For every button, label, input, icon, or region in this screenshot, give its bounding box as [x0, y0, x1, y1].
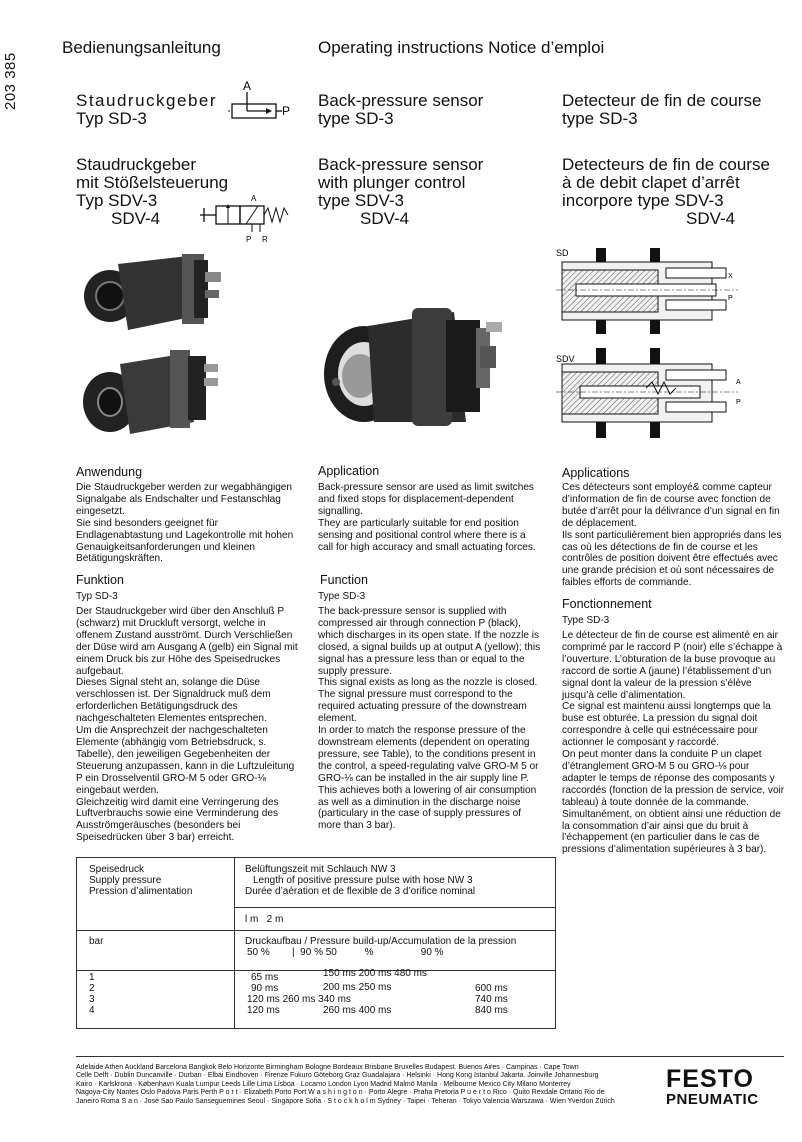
- title-sdv-de-line3: Typ SDV-3: [76, 191, 158, 210]
- table-bar-value: 3: [89, 994, 95, 1005]
- title-sdv-fr-line2: à de debit clapet d’arrêt: [562, 173, 740, 192]
- fr-text-function: Le détecteur de fin de course est alimenté en air comprimé par le raccord P (noir) elle s’échappe à l’ouverture. L’obturation de la buse provoque au raccord de sortie A (jaune) l’établissement d’un signal dont la valeur de la pression s’élève jusqu’à celle d’alimentation. Ce signal est maintenu aussi longtemps que la buse est obturée. La pression du signal doit correspondre à celle qui estnécessaire pour actionner le composant y raccordé. On peut monter dans la conduite P un clapet d’étranglement GRO-M 5 ou GRO-⅛ pour adapter le temps de réponse des composants y raccordés (fonction de la pression de service, voir tableau) à toute donnée de la commande. Simultanément, on obtient ainsi une réduction de la consommation d’air ainsi que du bruit à l’échappement (en particulier dans le cas de pressions d’alimentation supérieures à 3 bar).: [562, 630, 785, 856]
- title-sdv-en-line4: SDV-4: [360, 209, 410, 228]
- document-number: 203 385: [2, 52, 19, 110]
- header-title-de: Bedienungsanleitung: [62, 38, 221, 57]
- table-cell: 600 ms: [475, 983, 508, 994]
- de-text-application: Die Staudruckgeber werden zur wegabhängigen Signalgabe als Endschalter und Festanschlag eingesetzt. Sie sind besonders geeignet für Endlagenabtastung und Lagekontrolle mit hohen Genauigkeitsanforderungen und kleinen Betätigungskräften.: [76, 482, 294, 565]
- sdv-symbol-label-r: R: [262, 235, 268, 244]
- table-bar-value: 1: [89, 972, 95, 983]
- diagram-label-sdv: SDV: [556, 354, 575, 364]
- cross-section-sd: [556, 248, 738, 334]
- sdv-symbol-label-p: P: [246, 235, 252, 244]
- table-head-col2-fr: Durée d’aération et de flexible de 3 d’orifice nominal: [245, 886, 476, 897]
- table-cell: 200 ms 250 ms: [323, 982, 392, 993]
- title-sd3-fr-line2: type SD-3: [562, 109, 638, 128]
- city-line: Celle Delft · Dublin Duncanville · Durban · Elbai Eindhoven · Firenze Fukuro Göteborg Graz Guadalajara · Helsinki · Hong Kong Istanbul Jakarta. Joinville Johannesburg: [76, 1072, 599, 1080]
- table-head-col1-en: Supply pressure: [89, 875, 162, 886]
- sd3-pneumatic-symbol: [226, 78, 296, 124]
- table-cell: 260 ms 400 ms: [323, 1005, 392, 1016]
- cross-section-diagrams: [556, 240, 756, 450]
- en-text-application: Back-pressure sensor are used as limit switches and fixed stops for displacement-dependent signalling. They are particularly suitable for end position sensing and positional control where there is a call for high accuracy and small actuating forces.: [318, 482, 536, 553]
- response-time-table: [76, 857, 556, 1029]
- fr-text-application: Ces détecteurs sont employé& comme capteur d’information de fin de course avec fonction de butée d’arrêt pour la délivrance d’un signal en fin de déplacement. Ils sont particulièrement bien appropriés dans les cas où les détections de fin de course et les contrôles de position doivent être effectués avec une grande précision et où sont nécessaires de faibles efforts de commande.: [562, 482, 782, 589]
- title-sdv-fr-line1: Detecteurs de fin de course: [562, 155, 770, 174]
- sdv-pneumatic-symbol: [196, 190, 296, 248]
- symbol-label-a: A: [243, 79, 252, 93]
- city-line: Kairo · Karlskrona · København Kuala Lumpur Leeds Lille Lima Lisboa · Locarno London Lyon Madrid Malmö Manila · Melbourne Mexico City Milano Monterrey: [76, 1080, 571, 1088]
- title-sdv-de-line2: mit Stößelsteuerung: [76, 173, 229, 192]
- title-sdv-en-line1: Back-pressure sensor: [318, 155, 484, 174]
- fr-subheading-type: Type SD-3: [562, 615, 610, 626]
- table-cell: 90 ms: [251, 983, 279, 994]
- diagram-label-p-sdv: P: [736, 399, 741, 406]
- title-sd3-en-line1: Back-pressure sensor: [318, 91, 484, 110]
- footer-divider: [76, 1056, 784, 1057]
- cross-section-sdv: [556, 348, 738, 438]
- footer-city-list: [76, 1064, 656, 1106]
- sdv-symbol-label-a: A: [251, 194, 257, 203]
- title-sd3-de-line2: Typ SD-3: [76, 109, 147, 128]
- city-line: Adelaide Athen Auckland Barcelona Bangkok Belo Horizonte Birmingham Bologne Bordeaux Brisbane Bruxelles Budapest. Buenos Aires · Campinas · Cape Town: [76, 1064, 579, 1071]
- title-sdv-en-line3: type SDV-3: [318, 191, 404, 210]
- symbol-label-p: P: [282, 104, 291, 118]
- table-cell: 120 ms: [247, 1005, 280, 1016]
- table-head-col2-en: Length of positive pressure pulse with hose NW 3: [253, 875, 473, 886]
- sensor-sdv-image: [83, 350, 218, 434]
- table-cell: 65 ms: [251, 972, 279, 983]
- en-heading-application: Application: [318, 464, 380, 478]
- sensor-sd3-image: [84, 254, 221, 330]
- title-sdv-fr-line4: SDV-4: [686, 209, 736, 228]
- en-subheading-type: Type SD-3: [318, 591, 366, 602]
- table-head-col1-de: Speisedruck: [89, 864, 145, 875]
- table-cell: 740 ms: [475, 994, 508, 1005]
- diagram-label-p-sd: P: [728, 295, 733, 302]
- table-percent-row: 50 % | 90 % 50 % 90 %: [247, 947, 444, 958]
- city-line: Nagoya-City Nantes Oslo Padova Paris Perth P o r t · Elizabeth Porto Port W a s h i n g t o n · Porto Alegre · Praha Pretoria P u e r t o Rico · Quito Rexdale Ontario Rio de: [76, 1089, 605, 1097]
- table-hose-lengths: l m 2 m: [245, 914, 284, 925]
- diagram-label-sd: SD: [556, 248, 569, 258]
- header-title-en-fr: Operating instructions Notice d’emploi: [318, 38, 605, 57]
- diagram-label-x: X: [728, 273, 733, 280]
- diagram-label-a: A: [736, 379, 741, 386]
- product-photo-sd3-sdv: [70, 246, 230, 446]
- city-line: Janeiro Roma S a n · José Sao Paulo Sanseguemines Seoul · Singapore Sofia · S t o c k h o l m Sydney · Taipei · Teheran · Tokyo Valencia Warszawa · Wien Yverdon Zürich: [76, 1097, 615, 1105]
- title-sdv-en-line2: with plunger control: [318, 173, 466, 192]
- title-sdv-fr-line3: incorpore type SDV-3: [562, 191, 724, 210]
- fr-heading-application: Applications: [562, 466, 630, 480]
- en-heading-function: Function: [320, 573, 368, 587]
- title-sd3-fr-line1: Detecteur de fin de course: [562, 91, 762, 110]
- product-photo-large-sensor: [316, 292, 506, 432]
- de-heading-application: Anwendung: [76, 465, 143, 479]
- table-unit-bar: bar: [89, 936, 104, 947]
- table-head-col1-fr: Pression d’alimentation: [89, 886, 193, 897]
- de-text-function: Der Staudruckgeber wird über den Anschluß P (schwarz) mit Druckluft versorgt, welche in offenem Zustand ausströmt. Durch Verschließen der Düse wird am Ausgang A (gelb) ein Signal mit einem Druck bis zur Höhe des Speisedruckes aufgebaut. Dieses Signal steht an, solange die Düse verschlossen ist. Der Signaldruck muß dem erforderlichen Betätigungsdruck des nachgeschalteten Elementes entsprechen. Um die Ansprechzeit der nachgeschalteten Elemente (abhängig vom Betriebsdruck, s. Tabelle), den jeweiligen Gegebenheiten der Steuerung anzupassen, kann in die Luftzuleitung P ein Drosselventil GRO-M 5 oder GRO-⅛ eingebaut werden. Gleichzeitig wird damit eine Verringerung des Luftverbrauchs sowie eine Verminderung des Ausströmgeräusches (besonders bei Speisedrücken über 3 bar) erreicht.: [76, 606, 298, 844]
- table-cell: 150 ms 200 ms 480 ms: [323, 968, 427, 979]
- table-buildup-label: Druckaufbau / Pressure build-up/Accumulation de la pression: [245, 936, 517, 947]
- fr-heading-function: Fonctionnement: [562, 597, 652, 611]
- festo-logo-subtitle: PNEUMATIC: [666, 1091, 759, 1108]
- table-head-col2-de: Belüftungszeit mit Schlauch NW 3: [245, 864, 396, 875]
- table-bar-value: 4: [89, 1005, 95, 1016]
- de-subheading-type: Typ SD-3: [76, 591, 118, 602]
- table-bar-value: 2: [89, 983, 95, 994]
- title-sd3-de-line1: Staudruckgeber: [76, 91, 218, 110]
- en-text-function: The back-pressure sensor is supplied with compressed air through connection P (black), which discharges in its open state. If the nozzle is closed, a signal builds up at output A (yellow); this signal has a pressure less than or equal to the supply pressure. This signal exists as long as the nozzle is closed. The signal pressure must correspond to the required actuating pressure of the downstream element. In order to match the response pressure of the downstream elements (dependent on operating pressure, see Table), to the conditions present in the control, a speed-regulating valve GRO-M 5 or GRO-⅛ can be installed in the air supply line P. This achieves both a lowering of air consumption as well as a diminution in the discharge noise (particulary in the case of supply pressures of more than 3 bar).: [318, 606, 541, 832]
- de-heading-function: Funktion: [76, 573, 124, 587]
- table-cell: 840 ms: [475, 1005, 508, 1016]
- title-sdv-de-line4: SDV-4: [111, 209, 161, 228]
- title-sdv-de-line1: Staudruckgeber: [76, 155, 197, 174]
- festo-logo: FESTO: [666, 1065, 754, 1093]
- table-cell: 120 ms 260 ms 340 ms: [247, 994, 351, 1005]
- title-sd3-en-line2: type SD-3: [318, 109, 394, 128]
